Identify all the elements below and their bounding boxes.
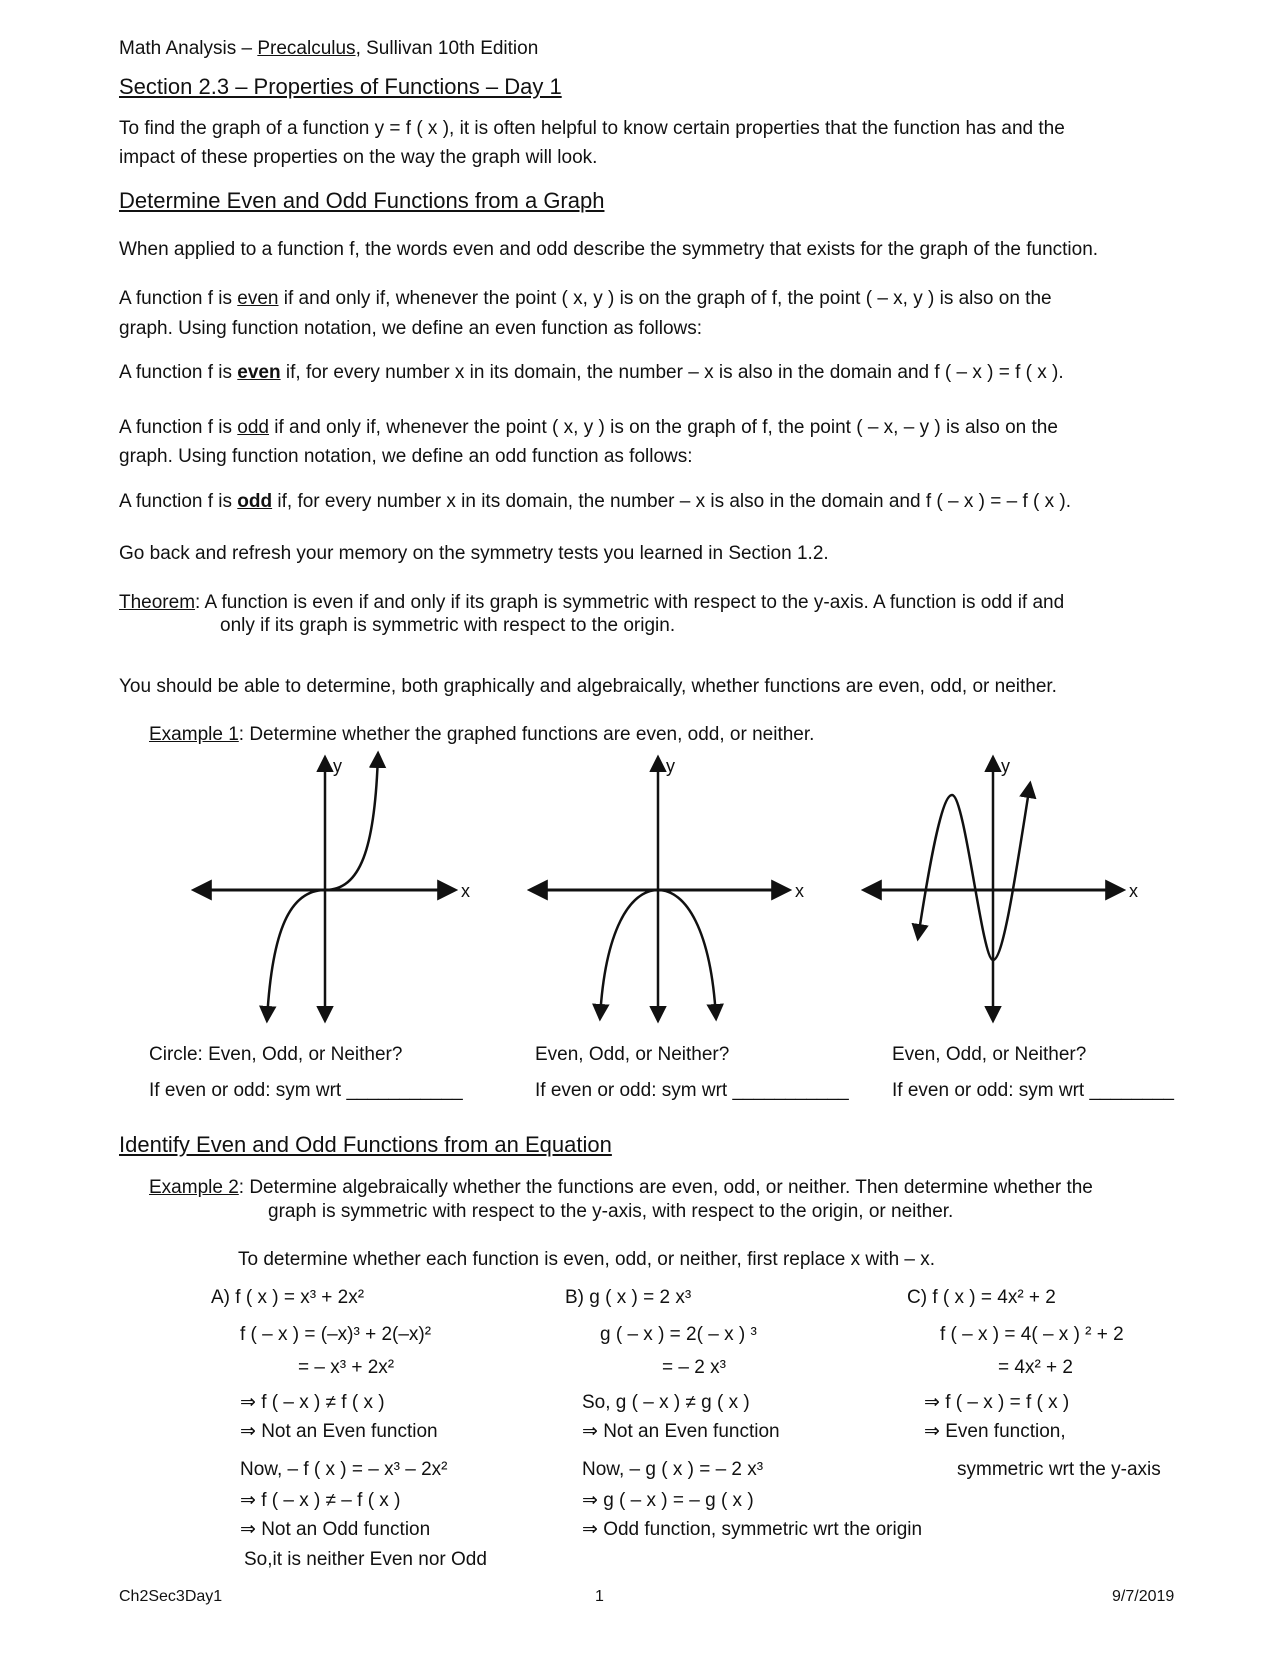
c-line-3: = 4x² + 2 (998, 1357, 1073, 1378)
graph-3-x-label: x (1129, 881, 1138, 901)
intro-line-1: To find the graph of a function y = f ( x ), it is often helpful to know certain properties that the function has and the (119, 118, 1065, 139)
course-name: Math Analysis – (119, 38, 258, 59)
graph-1-curve (267, 754, 378, 1020)
text: A function f is (119, 491, 238, 512)
symmetry-blank-3[interactable]: If even or odd: sym wrt ________ (892, 1080, 1174, 1101)
text: if, for every number x in its domain, the number – x is also in the domain and f ( – x ) = – f ( x ). (272, 491, 1071, 512)
text: A function f is (119, 417, 238, 438)
odd-formal-definition (119, 491, 1071, 514)
b-line-6: Now, – g ( x ) = – 2 x³ (582, 1459, 764, 1480)
b-line-3: = – 2 x³ (662, 1357, 726, 1378)
example-2-instruction: To determine whether each function is even, odd, or neither, first replace x with – x. (238, 1249, 936, 1270)
example-label: Example 1 (149, 724, 239, 745)
theorem-label: Theorem (119, 592, 196, 613)
c-line-1: C) f ( x ) = 4x² + 2 (907, 1287, 1056, 1308)
c-line-4: ⇒ f ( – x ) = f ( x ) (924, 1392, 1070, 1413)
b-line-5: ⇒ Not an Even function (582, 1421, 780, 1442)
graph-2-y-label: y (666, 756, 675, 776)
graph-1-y-label: y (333, 756, 342, 776)
a-line-2: f ( – x ) = (–x)³ + 2(–x)² (240, 1324, 432, 1345)
a-line-8: ⇒ Not an Odd function (240, 1519, 431, 1540)
graph-1-x-label: x (461, 881, 470, 901)
example-1-graphs (0, 740, 1280, 1040)
b-line-8: ⇒ Odd function, symmetric wrt the origin (582, 1519, 923, 1540)
a-line-3: = – x³ + 2x² (298, 1357, 395, 1378)
even-word-bold: even (237, 362, 281, 383)
page-number: 1 (595, 1588, 604, 1605)
c-line-6: symmetric wrt the y-axis (957, 1459, 1161, 1480)
even-formal-definition (119, 362, 1064, 385)
text: : Determine whether the graphed functions are even, odd, or neither. (238, 724, 815, 745)
text: if and only if, whenever the point ( x, y ) is on the graph of f, the point ( – x, y ) is also on the (278, 288, 1052, 309)
heading-graph: Determine Even and Odd Functions from a Graph (119, 188, 605, 213)
graph-3-y-label: y (1001, 756, 1010, 776)
theorem (119, 592, 1064, 615)
example-2-prompt (149, 1177, 1093, 1200)
even-definition (119, 288, 1052, 311)
text: if and only if, whenever the point ( x, y ) is on the graph of f, the point ( – x, – y ) is also on the (269, 417, 1058, 438)
a-line-6: Now, – f ( x ) = – x³ – 2x² (240, 1459, 448, 1480)
symmetry-blank-1[interactable]: If even or odd: sym wrt ___________ (149, 1080, 463, 1101)
text: A function f is (119, 362, 238, 383)
odd-word: odd (237, 417, 269, 438)
a-line-9: So,it is neither Even nor Odd (244, 1549, 487, 1570)
heading-equation: Identify Even and Odd Functions from an Equation (119, 1132, 612, 1157)
text: : A function is even if and only if its graph is symmetric with respect to the y-axis. A function is odd if and (195, 592, 1065, 613)
graph-2-x-label: x (795, 881, 804, 901)
symmetry-blank-2[interactable]: If even or odd: sym wrt ___________ (535, 1080, 849, 1101)
a-line-5: ⇒ Not an Even function (240, 1421, 438, 1442)
a-line-1: A) f ( x ) = x³ + 2x² (211, 1287, 365, 1308)
a-line-7: ⇒ f ( – x ) ≠ – f ( x ) (240, 1490, 401, 1511)
b-line-4: So, g ( – x ) ≠ g ( x ) (582, 1392, 750, 1413)
book-title: Precalculus (257, 38, 356, 59)
text: A function f is (119, 288, 238, 309)
even-word: even (237, 288, 279, 309)
should-note: You should be able to determine, both graphically and algebraically, whether functions are even, odd, or neither. (119, 676, 1057, 697)
text: if, for every number x in its domain, the number – x is also in the domain and f ( – x ) = f ( x ). (280, 362, 1064, 383)
example-label: Example 2 (149, 1177, 239, 1198)
c-line-2: f ( – x ) = 4( – x ) ² + 2 (940, 1324, 1124, 1345)
footer-date: 9/7/2019 (1112, 1588, 1175, 1605)
b-line-1: B) g ( x ) = 2 x³ (565, 1287, 692, 1308)
question-graph-3: Even, Odd, or Neither? (892, 1044, 1087, 1065)
theorem-line-2: only if its graph is symmetric with respect to the origin. (220, 615, 676, 636)
footer-left: Ch2Sec3Day1 (119, 1588, 223, 1605)
page-header (119, 38, 538, 61)
refresh-note: Go back and refresh your memory on the symmetry tests you learned in Section 1.2. (119, 543, 829, 564)
text: : Determine algebraically whether the functions are even, odd, or neither. Then determine whether the (238, 1177, 1093, 1198)
question-graph-1: Circle: Even, Odd, or Neither? (149, 1044, 403, 1065)
odd-definition (119, 417, 1058, 440)
question-graph-2: Even, Odd, or Neither? (535, 1044, 730, 1065)
intro-line-2: impact of these properties on the way the graph will look. (119, 147, 598, 168)
b-line-7: ⇒ g ( – x ) = – g ( x ) (582, 1490, 754, 1511)
b-line-2: g ( – x ) = 2( – x ) ³ (600, 1324, 757, 1345)
odd-word-bold: odd (237, 491, 273, 512)
example-2-prompt-line-2: graph is symmetric with respect to the y-axis, with respect to the origin, or neither. (268, 1201, 954, 1222)
c-line-5: ⇒ Even function, (924, 1421, 1066, 1442)
edition: , Sullivan 10th Edition (355, 38, 539, 59)
odd-definition-line-2: graph. Using function notation, we define an odd function as follows: (119, 446, 693, 467)
graph-3-curve (918, 784, 1030, 960)
a-line-4: ⇒ f ( – x ) ≠ f ( x ) (240, 1392, 385, 1413)
even-definition-line-2: graph. Using function notation, we define an even function as follows: (119, 318, 703, 339)
paragraph-symmetry: When applied to a function f, the words even and odd describe the symmetry that exists for the graph of the function. (119, 239, 1099, 260)
section-title: Section 2.3 – Properties of Functions – Day 1 (119, 74, 562, 99)
